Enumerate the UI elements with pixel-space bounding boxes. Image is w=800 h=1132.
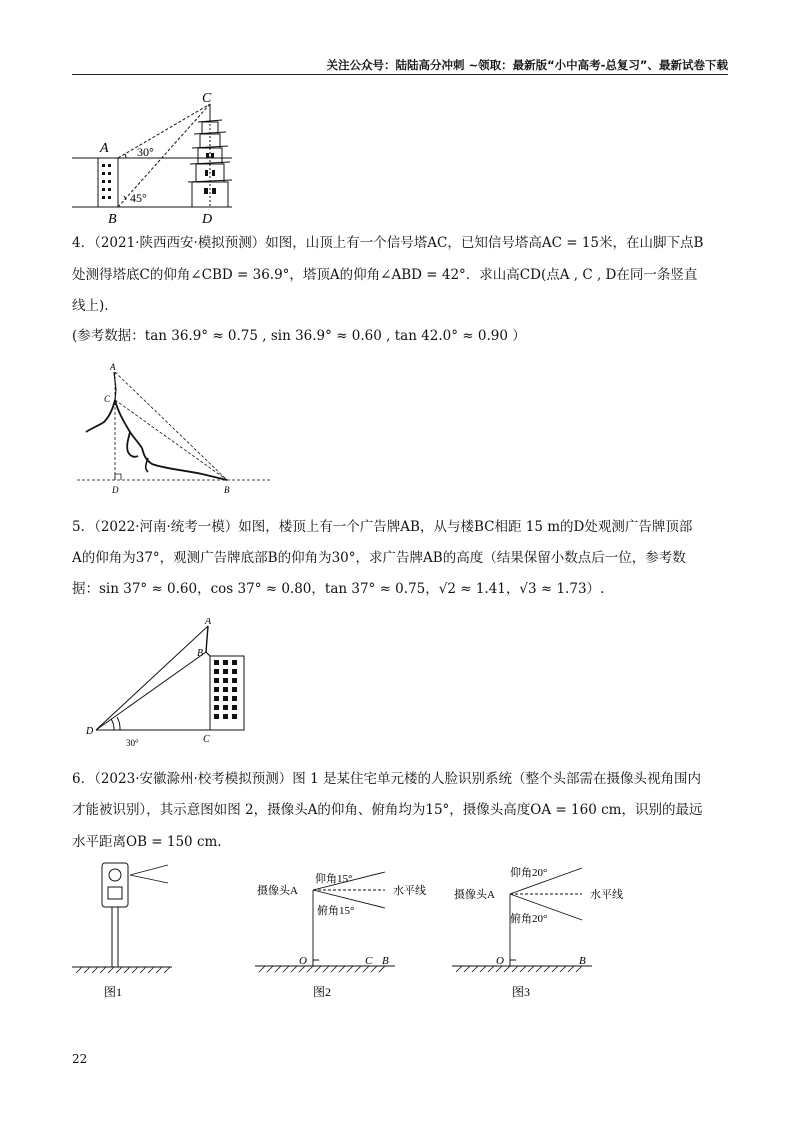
label-d: D xyxy=(112,485,119,495)
caption-fig3: 图3 xyxy=(512,985,531,999)
label-d: D xyxy=(86,726,94,737)
caption-fig2: 图2 xyxy=(313,985,332,999)
figure-6-3 xyxy=(452,860,642,1005)
q6-line2: 才能被识别），其示意图如图 2，摄像头A的仰角、俯角均为15°，摄像头高度OA = 160 cm，识别的最远 xyxy=(72,802,703,818)
label-b: B xyxy=(224,485,230,495)
q6-line1: 6．（2023·安徽滁州·校考模拟预测）图 1 是某住宅单元楼的人脸识别系统（整个头部需在摄像头视角围内 xyxy=(72,771,701,787)
q5-line2: A的仰角为37°，观测广告牌底部B的仰角为30°，求广告牌AB的高度（结果保留小数点后一位，参考数 xyxy=(72,550,686,566)
label-b: B xyxy=(382,955,389,967)
label-a: A xyxy=(110,362,116,372)
figure-billboard xyxy=(84,618,264,750)
label-c: C xyxy=(104,394,111,404)
label-horizontal: 水平线 xyxy=(393,885,426,897)
q5-line1: 5．（2022·河南·统考一模）如图，楼顶上有一个广告牌AB，从与楼BC相距 15 m的D处观测广告牌顶部 xyxy=(72,519,693,535)
caption-fig1: 图1 xyxy=(104,985,123,999)
q4-line4: (参考数据：tan 36.9° ≈ 0.75 , sin 36.9° ≈ 0.60 , tan 42.0° ≈ 0.90 ） xyxy=(72,328,526,344)
label-a: A xyxy=(100,141,109,156)
page-header xyxy=(72,58,728,75)
label-d: D xyxy=(202,212,213,227)
label-o: O xyxy=(299,955,307,967)
angle-30: 30° xyxy=(126,738,139,748)
q4-line3: 线上). xyxy=(72,298,109,314)
label-camera: 摄像头A xyxy=(257,885,298,897)
q6-line3: 水平距离OB = 150 cm. xyxy=(72,834,222,850)
label-c: C xyxy=(202,92,212,106)
angle-45: 45° xyxy=(130,191,147,205)
label-b: B xyxy=(108,212,117,227)
label-camera: 摄像头A xyxy=(454,889,495,901)
label-c: C xyxy=(365,955,373,967)
label-o: O xyxy=(496,955,504,967)
label-horizontal: 水平线 xyxy=(590,889,623,901)
label-c: C xyxy=(203,734,210,745)
label-down: 俯角15° xyxy=(317,905,355,917)
q4-line2: 处测得塔底C的仰角∠CBD = 36.9°，塔顶A的仰角∠ABD = 42°．求山高CD(点A , C , D在同一条竖直 xyxy=(72,267,698,283)
figure-6-2 xyxy=(255,860,440,1005)
label-down: 俯角20° xyxy=(510,913,548,925)
angle-30: 30° xyxy=(137,145,154,159)
label-up: 仰角20° xyxy=(510,867,548,879)
figure-6-1 xyxy=(72,855,222,1005)
label-b: B xyxy=(197,648,204,659)
figure-mountain xyxy=(72,360,277,498)
page-number: 22 xyxy=(72,1052,88,1066)
label-b: B xyxy=(579,955,586,967)
label-up: 仰角15° xyxy=(315,873,353,885)
figure-tower xyxy=(72,92,242,228)
label-a: A xyxy=(205,618,212,627)
q4-line1: 4．（2021·陕西西安·模拟预测）如图，山顶上有一个信号塔AC，已知信号塔高AC = 15米，在山脚下点B xyxy=(72,235,704,251)
header-text: 关注公众号：陆陆高分冲刺 ~领取：最新版“小中高考-总复习”、最新试卷下载 xyxy=(326,58,728,72)
q5-line3: 据：sin 37° ≈ 0.60，cos 37° ≈ 0.80，tan 37° ≈ 0.75，√2 ≈ 1.41，√3 ≈ 1.73）. xyxy=(72,581,605,597)
